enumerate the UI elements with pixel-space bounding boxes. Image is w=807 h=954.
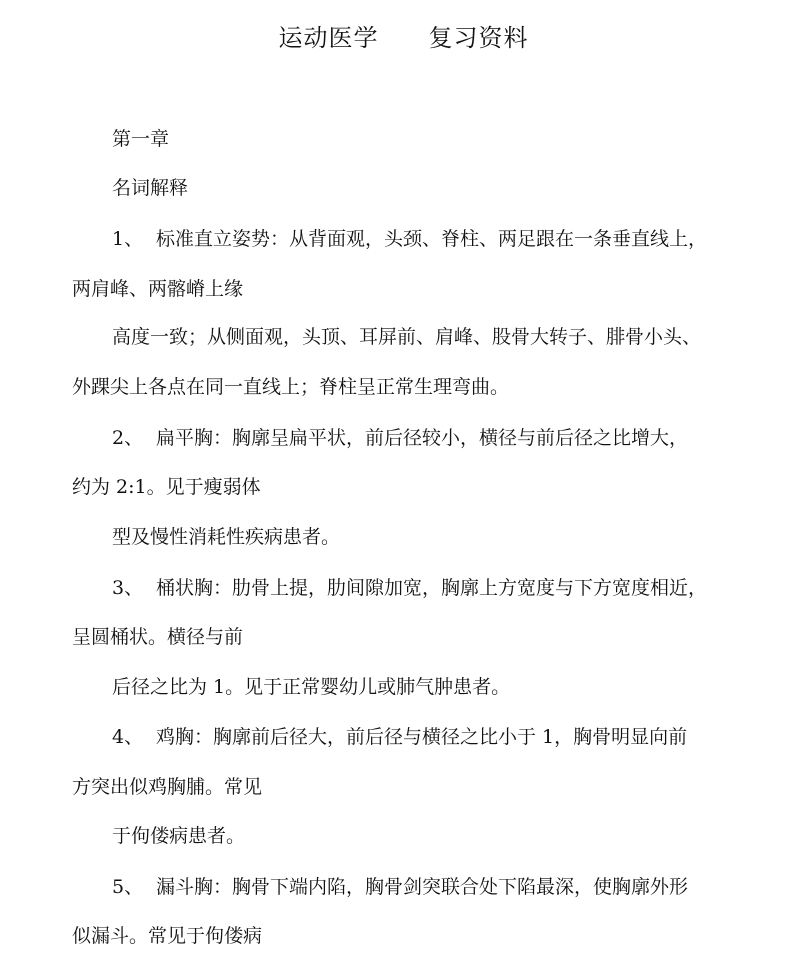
item-4-first-line: [112, 724, 687, 750]
item-text: 桶状胸：肋骨上提，肋间隙加宽，胸廓上方宽度与下方宽度相近，: [156, 577, 708, 599]
item-2-first-line: [112, 425, 688, 451]
item-number: 5、: [112, 876, 144, 898]
item-1-first-line: [112, 226, 707, 252]
item-1-line-3: 高度一致；从侧面观，头顶、耳屏前、肩峰、股骨大转子、腓骨小头、: [112, 326, 702, 348]
item-1-line-2: 两肩峰、两髂嵴上缘: [72, 278, 244, 300]
section-heading: 名词解释: [112, 177, 189, 199]
item-text: 扁平胸：胸廓呈扁平状，前后径较小，横径与前后径之比增大，: [156, 427, 689, 449]
item-text: 鸡胸：胸廓前后径大，前后径与横径之比小于 1，胸骨明显向前: [156, 726, 688, 748]
item-3-line-2: 呈圆桶状。横径与前: [72, 626, 244, 648]
item-5-line-2: 似漏斗。常见于佝偻病: [72, 925, 263, 947]
document-title: 运动医学 复习资料: [278, 24, 529, 52]
item-1-line-4: 外踝尖上各点在同一直线上；脊柱呈正常生理弯曲。: [72, 376, 510, 398]
item-5-first-line: [112, 874, 688, 900]
chapter-heading: 第一章: [112, 128, 170, 150]
item-number: 1、: [112, 228, 144, 250]
item-3-first-line: [112, 575, 707, 601]
item-4-line-3: 于佝偻病患者。: [112, 825, 246, 847]
item-text: 标准直立姿势：从背面观，头颈、脊柱、两足跟在一条垂直线上，: [156, 228, 708, 250]
item-2-line-3: 型及慢性消耗性疾病患者。: [112, 526, 341, 548]
item-number: 4、: [112, 726, 144, 748]
item-number: 2、: [112, 427, 144, 449]
item-3-line-3: 后径之比为 1。见于正常婴幼儿或肺气肿患者。: [112, 676, 511, 698]
item-2-line-2: 约为 2:1。见于瘦弱体: [72, 476, 261, 498]
item-4-line-2: 方突出似鸡胸脯。常见: [72, 776, 263, 798]
item-number: 3、: [112, 577, 144, 599]
item-text: 漏斗胸：胸骨下端内陷，胸骨剑突联合处下陷最深，使胸廓外形: [156, 876, 689, 898]
